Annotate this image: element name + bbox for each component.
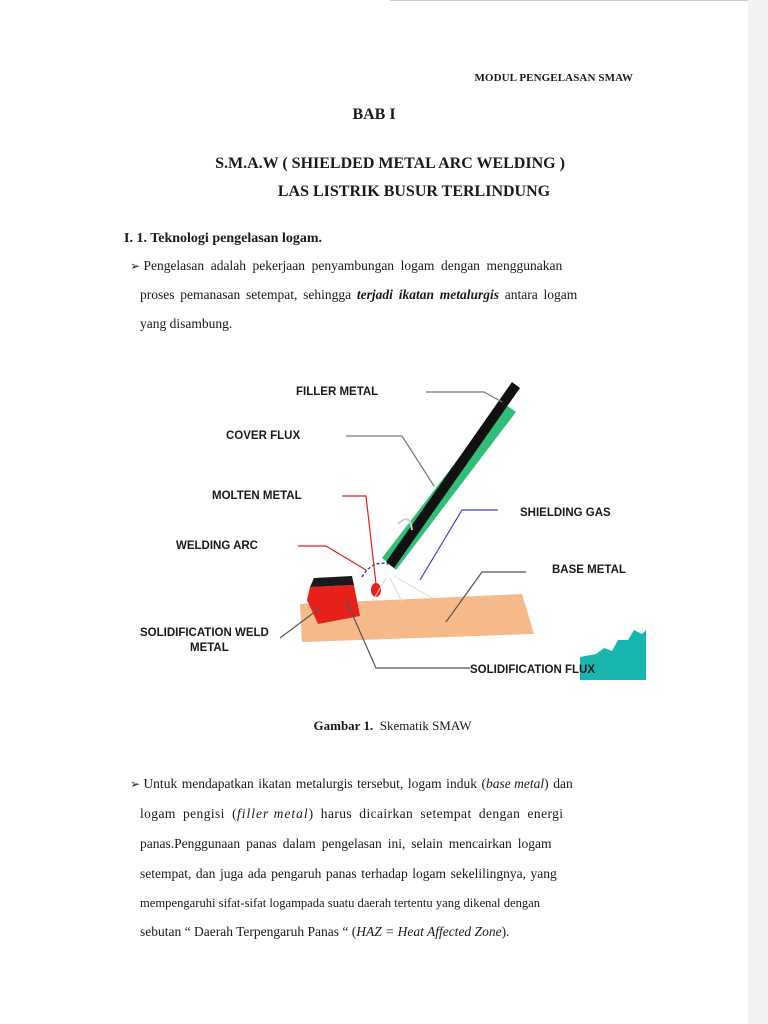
emphasis-text: terjadi ikatan metalurgis	[356, 287, 499, 302]
paragraph-line: setempat, dan juga ada pengaruh panas terhadap logam sekelilingnya, yang	[140, 866, 557, 881]
text-run: Pengelasan adalah pekerjaan penyambungan logam dengan menggunakan	[143, 258, 563, 273]
chapter-label: BAB I	[352, 106, 396, 123]
emphasis-text: base metal	[486, 776, 545, 791]
paragraph-line: mempengaruhi sifat-sifat logampada suatu daerah tertentu yang dikenal dengan	[140, 896, 541, 910]
chapter-title-line1: S.M.A.W ( SHIELDED METAL ARC WELDING )	[215, 155, 565, 172]
smaw-diagram	[140, 372, 650, 682]
text-run: ).	[501, 924, 510, 939]
text-run: sebutan “ Daerah Terpengaruh Panas “ (	[140, 924, 357, 939]
paragraph-line: panas.Penggunaan panas dalam pengelasan ini, selain mencairkan logam	[140, 836, 552, 851]
text-run: antara logam	[499, 287, 578, 302]
text-run: ) dan	[544, 776, 573, 791]
filler-metal-core	[386, 382, 520, 568]
running-header: MODUL PENGELASAN SMAW	[474, 72, 633, 84]
text-run: proses pemanasan setempat, sehingga	[140, 287, 357, 302]
emphasis-text: HAZ = Heat Affected Zone	[356, 924, 502, 939]
bullet-marker: ➢	[130, 259, 141, 273]
paragraph-line	[140, 806, 563, 822]
caption-text: Skematik SMAW	[379, 718, 472, 733]
leader-molten-metal	[342, 496, 376, 584]
leader-cover-flux	[346, 436, 434, 486]
label-molten-metal: MOLTEN METAL	[212, 490, 302, 502]
smaw-diagram-svg	[140, 372, 650, 682]
label-cover-flux: COVER FLUX	[226, 430, 301, 442]
emphasis-text: filler metal	[237, 806, 309, 821]
paragraph-line	[140, 924, 509, 940]
text-run: logam pengisi (	[140, 806, 237, 821]
paragraph-line	[130, 776, 573, 792]
caption-label: Gambar 1.	[313, 718, 374, 733]
label-solidification-weld: SOLIDIFICATION WELD	[140, 627, 269, 639]
label-shielding-gas: SHIELDING GAS	[520, 507, 611, 519]
arc-ray	[390, 578, 402, 602]
label-filler-metal: FILLER METAL	[296, 386, 379, 398]
paragraph-line	[140, 287, 577, 303]
label-base-metal: BASE METAL	[552, 564, 626, 576]
paragraph-line	[130, 258, 562, 274]
bullet-marker: ➢	[130, 777, 141, 791]
paragraph-line: yang disambung.	[140, 316, 233, 331]
chapter-title-line2: LAS LISTRIK BUSUR TERLINDUNG	[277, 183, 551, 200]
figure-caption	[0, 718, 768, 734]
label-solidification-flux: SOLIDIFICATION FLUX	[470, 664, 596, 676]
viewer-side-strip	[748, 0, 768, 1024]
text-run: ) harus dicairkan setempat dengan energi	[308, 806, 564, 821]
leader-welding-arc	[298, 546, 366, 570]
arc-ray	[394, 576, 432, 598]
leader-filler-metal	[426, 392, 502, 402]
section-heading: I. 1. Teknologi pengelasan logam.	[124, 231, 322, 246]
text-run: Untuk mendapatkan ikatan metalurgis tersebut, logam induk (	[143, 776, 487, 791]
label-weld-metal: METAL	[190, 642, 229, 654]
label-welding-arc: WELDING ARC	[176, 540, 258, 552]
